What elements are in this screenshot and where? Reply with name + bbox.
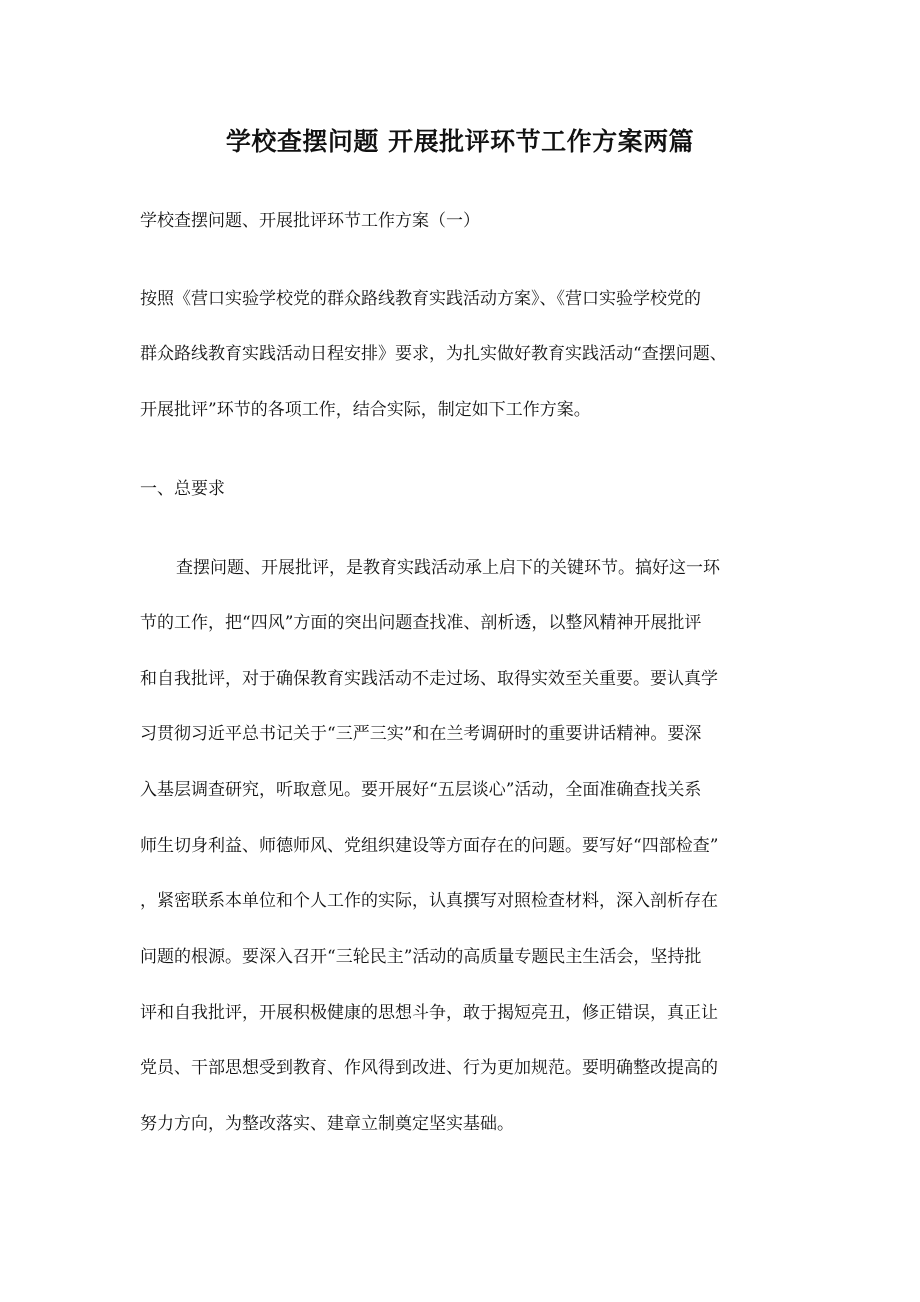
section-heading: 一、总要求 — [140, 479, 225, 499]
body-line: 查摆问题、开展批评，是教育实践活动承上启下的关键环节。搞好这一环 — [176, 558, 720, 578]
body-line: 习贯彻习近平总书记关于“三严三实”和在兰考调研时的重要讲话精神。要深 — [140, 724, 702, 744]
intro-line: 群众路线教育实践活动日程安排》要求，为扎实做好教育实践活动“查摆问题、 — [140, 344, 727, 364]
body-line: 节的工作，把“四风”方面的突出问题查找准、剖析透，以整风精神开展批评 — [140, 613, 702, 633]
body-line: 党员、干部思想受到教育、作风得到改进、行为更加规范。要明确整改提高的 — [140, 1058, 718, 1078]
body-line: 师生切身利益、师德师风、党组织建设等方面存在的问题。要写好“四部检查” — [140, 836, 719, 856]
body-line: 入基层调查研究，听取意见。要开展好“五层谈心”活动，全面准确查找关系 — [140, 780, 702, 800]
document-subtitle: 学校查摆问题、开展批评环节工作方案（一） — [140, 211, 480, 231]
intro-line: 按照《营口实验学校党的群众路线教育实践活动方案》、《营口实验学校党的 — [140, 289, 701, 309]
body-line: 问题的根源。要深入召开“三轮民主”活动的高质量专题民主生活会，坚持批 — [140, 947, 702, 967]
intro-line: 开展批评”环节的各项工作，结合实际，制定如下工作方案。 — [140, 400, 591, 420]
body-line: 评和自我批评，开展积极健康的思想斗争，敢于揭短亮丑，修正错误，真正让 — [140, 1003, 718, 1023]
body-line: ，紧密联系本单位和个人工作的实际，认真撰写对照检查材料，深入剖析存在 — [140, 891, 718, 911]
body-line: 努力方向，为整改落实、建章立制奠定坚实基础。 — [140, 1114, 514, 1134]
body-line: 和自我批评，对于确保教育实践活动不走过场、取得实效至关重要。要认真学 — [140, 669, 718, 689]
document-title: 学校查摆问题 开展批评环节工作方案两篇 — [225, 127, 695, 156]
